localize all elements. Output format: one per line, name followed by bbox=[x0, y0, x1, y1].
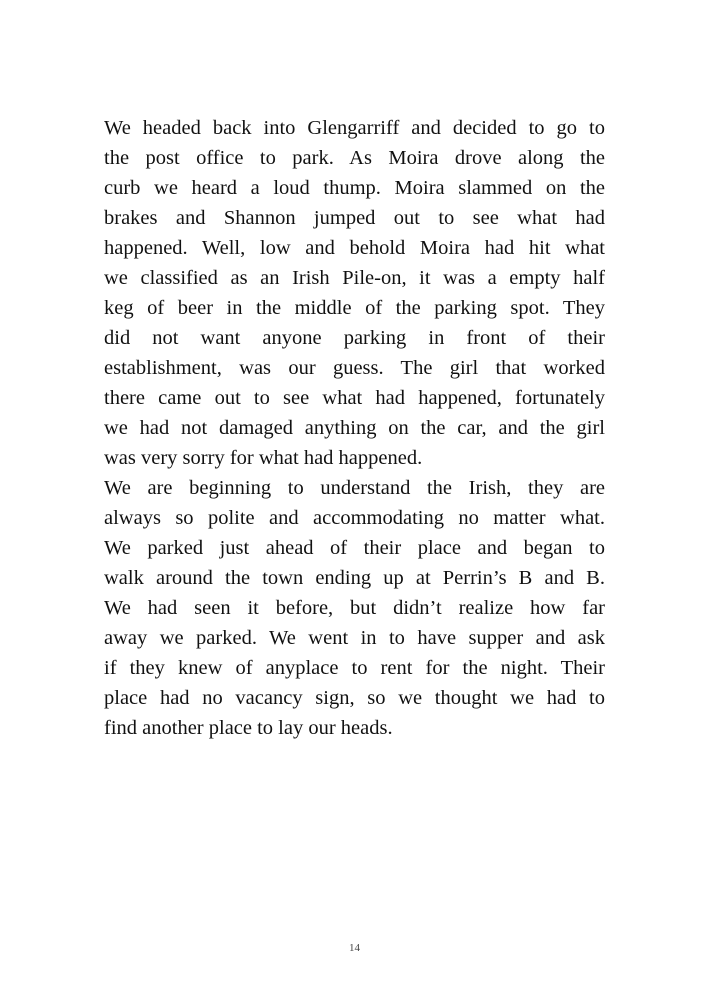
text-line: there came out to see what had happened, fortunately bbox=[104, 387, 605, 409]
text-line: We are beginning to understand the Irish, they are bbox=[104, 477, 605, 499]
paragraph-1 bbox=[104, 113, 605, 473]
text-line: establishment, was our guess. The girl that worked bbox=[104, 357, 605, 379]
text-line: happened. Well, low and behold Moira had hit what bbox=[104, 237, 605, 259]
text-line: We headed back into Glengarriff and decided to go to bbox=[104, 117, 605, 139]
page-number: 14 bbox=[349, 942, 360, 954]
text-line: place had no vacancy sign, so we thought we had to bbox=[104, 687, 605, 709]
text-line: always so polite and accommodating no matter what. bbox=[104, 507, 605, 529]
text-line: was very sorry for what had happened. bbox=[104, 447, 423, 469]
paragraph-2 bbox=[104, 473, 605, 743]
text-line: We had seen it before, but didn’t realize how far bbox=[104, 597, 605, 619]
text-line: away we parked. We went in to have supper and ask bbox=[104, 627, 605, 649]
text-line: did not want anyone parking in front of their bbox=[104, 327, 605, 349]
text-line: if they knew of anyplace to rent for the night. Their bbox=[104, 657, 605, 679]
text-line: curb we heard a loud thump. Moira slammed on the bbox=[104, 177, 605, 199]
text-line: the post office to park. As Moira drove along the bbox=[104, 147, 605, 169]
text-line: brakes and Shannon jumped out to see what had bbox=[104, 207, 605, 229]
text-line: We parked just ahead of their place and began to bbox=[104, 537, 605, 559]
text-line: keg of beer in the middle of the parking spot. They bbox=[104, 297, 605, 319]
text-line: we had not damaged anything on the car, and the girl bbox=[104, 417, 605, 439]
text-line: find another place to lay our heads. bbox=[104, 717, 393, 739]
text-line: we classified as an Irish Pile-on, it was a empty half bbox=[104, 267, 605, 289]
body-text bbox=[104, 113, 605, 743]
text-line: walk around the town ending up at Perrin’s B and B. bbox=[104, 567, 605, 589]
